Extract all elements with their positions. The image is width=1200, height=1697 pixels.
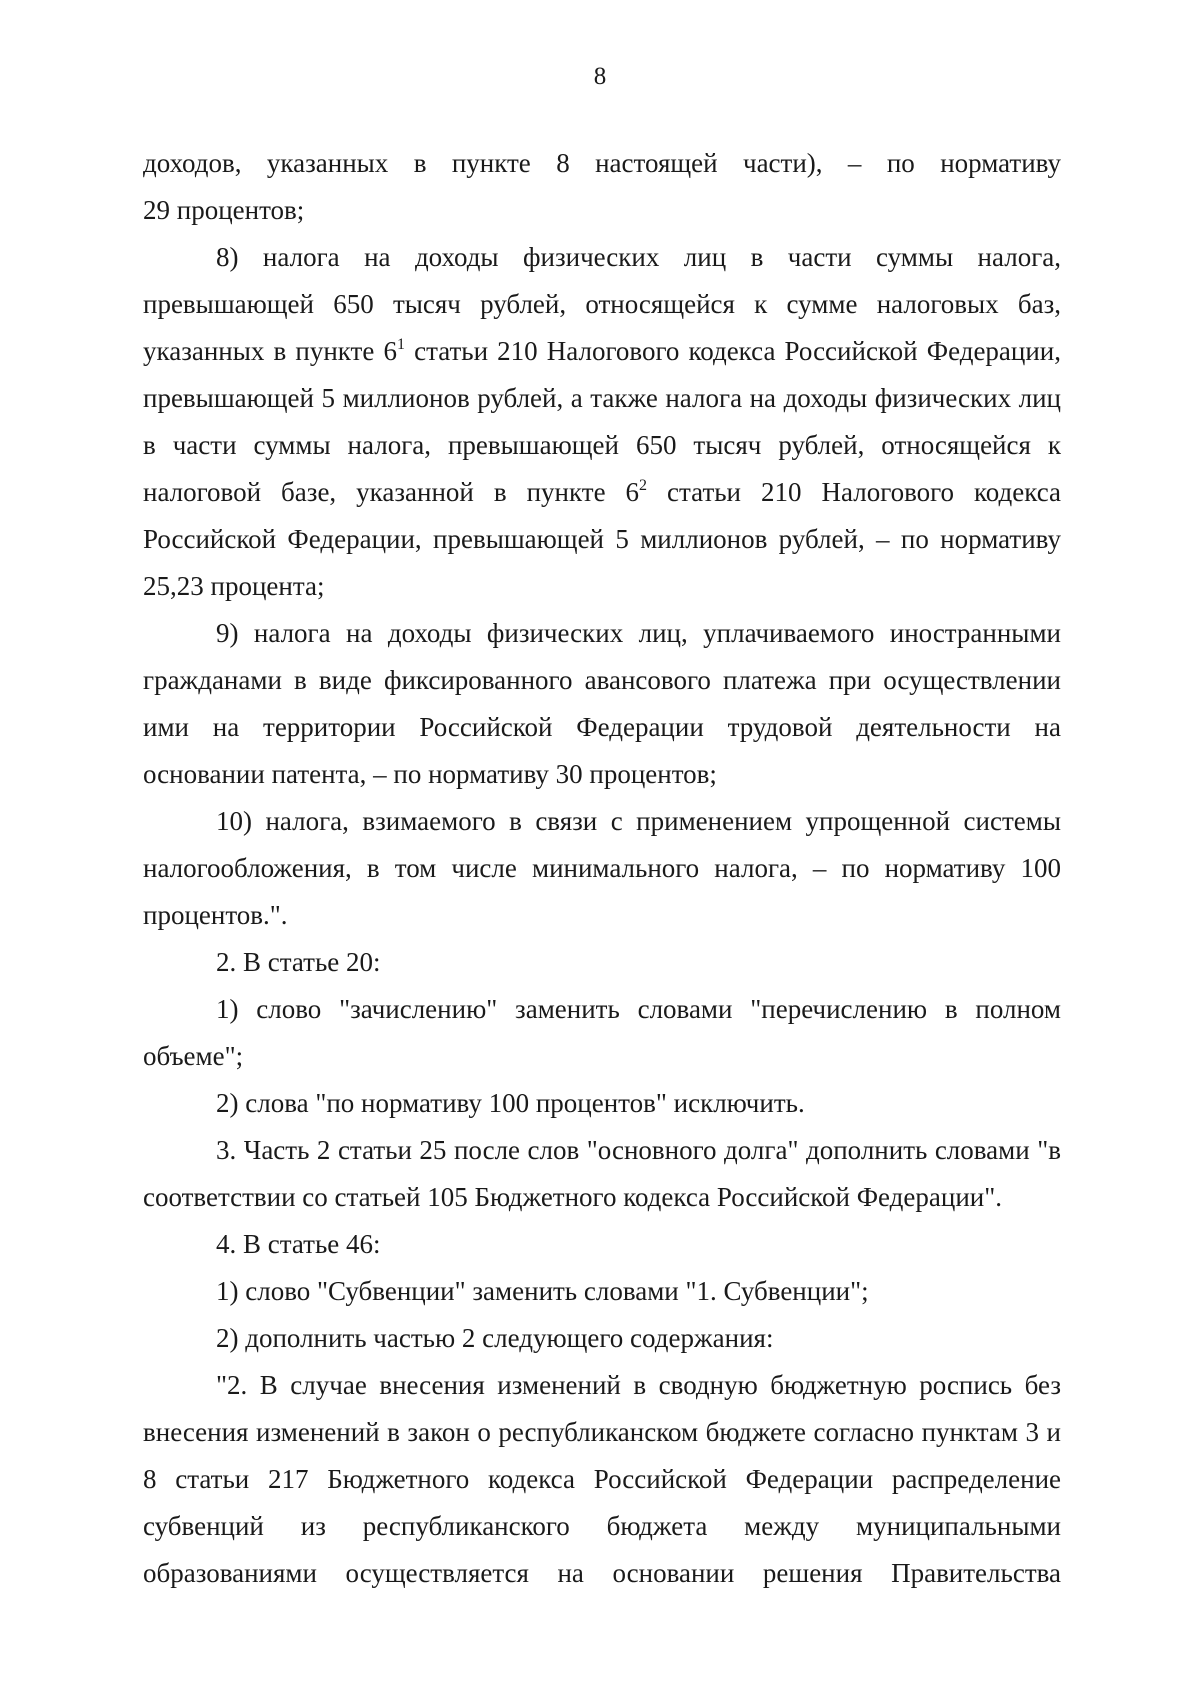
paragraph-section-4-item-1: 1) слово "Субвенции" заменить словами "1. Субвенции"; (216, 1276, 869, 1306)
paragraph-section-2: 2. В статье 20: (216, 947, 381, 977)
paragraph-item-8 (143, 234, 1061, 610)
paragraph-continuation-line: доходов, указанных в пункте 8 настоящей части), – по нормативу (143, 148, 1061, 178)
item-8-text-part1: 8) налога на доходы физических лиц в части суммы налога, превышающей 650 тысяч рублей, относящейся к сумме налоговых баз, указанных в пункте 6 (143, 242, 1061, 366)
superscript-2: 2 (639, 477, 648, 494)
paragraph-section-2-item-1: 1) слово "зачислению" заменить словами "перечислению в полном объеме"; (143, 994, 1061, 1071)
page-number: 8 (593, 63, 607, 90)
paragraph-item-9: 9) налога на доходы физических лиц, уплачиваемого иностранными гражданами в виде фиксированного авансового платежа при осуществлении ими на территории Российской Федерации трудовой деятельности на основании патента, – по нормативу 30 процентов; (143, 618, 1061, 789)
item-8-text-part2: статьи 210 Налогового кодекса Российской Федерации, превышающей 5 миллионов рублей, а также налога на доходы физических лиц в части суммы налога, превышающей 650 тысяч рублей, относящейся к налоговой базе, указанной в пункте 6 (143, 336, 1062, 507)
paragraph-item-10: 10) налога, взимаемого в связи с применением упрощенной системы налогообложения, в том числе минимального налога, – по нормативу 100 процентов.". (143, 806, 1061, 930)
paragraph-section-4-item-2: 2) дополнить частью 2 следующего содержания: (216, 1323, 774, 1353)
paragraph-quoted-part-2: "2. В случае внесения изменений в сводную бюджетную роспись без внесения изменений в закон о республиканском бюджете согласно пунктам 3 и 8 статьи 217 Бюджетного кодекса Российской Федерации распределение субвенций из республиканского бюджета между муниципальными образованиями осуществляется на основании решения Правительства (143, 1370, 1061, 1588)
paragraph-section-3: 3. Часть 2 статьи 25 после слов "основного долга" дополнить словами "в соответствии со статьей 105 Бюджетного кодекса Российской Федерации". (143, 1135, 1061, 1212)
item-8-text-part3: статьи 210 Налогового кодекса Российской Федерации, превышающей 5 миллионов рублей, – по нормативу 25,23 процента; (143, 477, 1061, 601)
paragraph-continuation-end: 29 процентов; (143, 195, 305, 225)
paragraph-section-4: 4. В статье 46: (216, 1229, 381, 1259)
superscript-1: 1 (396, 336, 405, 353)
document-body (143, 140, 1061, 1597)
paragraph-section-2-item-2: 2) слова "по нормативу 100 процентов" исключить. (216, 1088, 805, 1118)
